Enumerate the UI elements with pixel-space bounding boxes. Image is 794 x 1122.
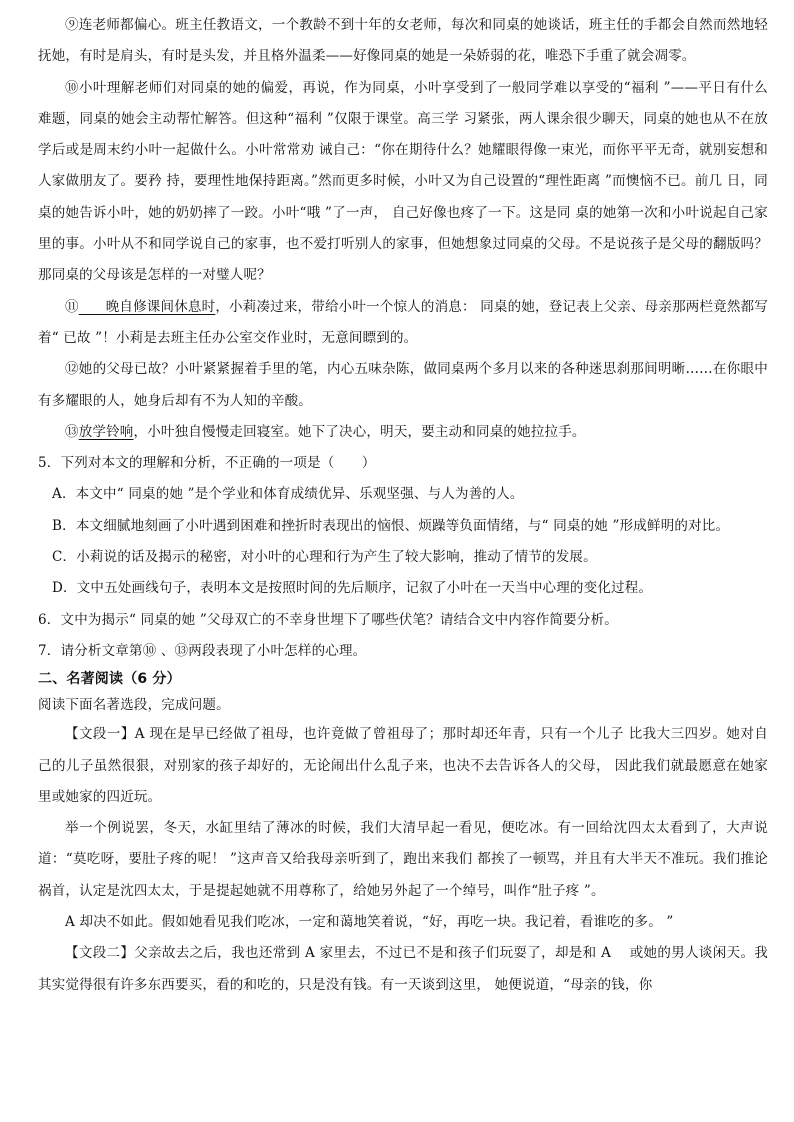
section-2-title: 二、名著阅读（6 分）: [38, 671, 181, 688]
section-2-intro: 阅读下面名著选段，完成问题。: [38, 697, 230, 714]
paragraph-9: ⑨连老师都偏心。班主任教语文，一个教龄不到十年的女老师，每次和同桌的她谈话，班主任的手都会自然而然地轻抚她，有时是肩头，有时是头发，并且格外温柔——好像同桌的她是一朵娇弱的花，唯恐下手重了就会凋零。: [38, 17, 768, 65]
paragraph-10: ⑩小叶理解老师们对同桌的她的偏爱，再说，作为同桌，小叶享受到了一般同学难以享受的“福利 ”——平日有什么难题，同桌的她会主动帮忙解答。但这种“福利 ”仅限于课堂。高三学 习紧张，两人课余很少聊天，同桌的她也从不在放学后或是周末约小叶一起做什么。小叶常常劝 诫自己：“你在期待什么？她耀眼得像一束光，而你平平无奇，就别妄想和人家做朋友了。要矜 持，要理性地保持距离。”然而更多时候，小叶又为自己设置的“理性距离 ”而懊恼不已。前几 日，同桌的她告诉小叶，她的奶奶摔了一跤。小叶“哦 ”了一声， 自己好像也疼了一下。这是同 桌的她第一次和小叶说起自己家里的事。小叶从不和同学说自己的家事，也不爱打听别人的家事，但她想象过同桌的父母。不是说孩子是父母的翻版吗？那同桌的父母该是怎样的一对璧人呢？: [38, 79, 768, 284]
paragraph-13-text: ，小叶独自慢慢走回寝室。她下了决心，明天，要主动和同桌的她拉拉手。: [133, 423, 586, 440]
paragraph-11-number: ⑪: [65, 298, 79, 315]
question-5-option-d: D．文中五处画线句子，表明本文是按照时间的先后顺序，记叙了小叶在一天当中心理的变化过程。: [52, 580, 653, 597]
question-7: 7．请分析文章第⑩ 、⑬两段表现了小叶怎样的心理。: [38, 642, 367, 659]
paragraph-13-number: ⑬: [65, 423, 79, 440]
question-5-option-b: B．本文细腻地刻画了小叶遇到困难和挫折时表现出的恼恨、烦躁等负面情绪，与“ 同桌的她 ”形成鲜明的对比。: [52, 517, 730, 534]
underlined-sentence-13: 放学铃响: [78, 423, 134, 440]
underlined-sentence-11: 晚自修课间休息时: [78, 298, 216, 315]
paragraph-11-text: ，小莉凑过来，带给小叶一个惊人的消息： 同桌的她，登记表上父亲、母亲那两栏竟然都写着“ 已故 ”！小莉是去班主任办公室交作业时，无意间瞟到的。: [38, 298, 768, 346]
paragraph-11: [38, 292, 768, 355]
excerpt-2-paragraph-1: 【文段二】父亲故去之后，我也还常到 A 家里去，不过已不是和孩子们玩耍了，却是和 A 或她的男人谈闲天。我其实觉得很有许多东西要买，看的和吃的，只是没有钱。有一天谈到这里， 她便说道，“母亲的钱，你: [38, 945, 768, 993]
question-6: 6．文中为揭示“ 同桌的她 ”父母双亡的不幸身世埋下了哪些伏笔？请结合文中内容作简要分析。: [38, 611, 618, 628]
excerpt-1-paragraph-1: 【文段一】A 现在是早已经做了祖母，也许竟做了曾祖母了；那时却还年青，只有一个儿子 比我大三四岁。她对自己的儿子虽然很狠，对别家的孩子却好的，无论闹出什么乱子来，也决不去告诉各人的父母， 因此我们就最愿意在她家里或她家的四近玩。: [38, 726, 768, 805]
question-5-option-c: C．小莉说的话及揭示的秘密，对小叶的心理和行为产生了较大影响，推动了情节的发展。: [52, 549, 597, 566]
paragraph-13: [38, 417, 768, 448]
paragraph-12: ⑫她的父母已故？小叶紧紧握着手里的笔，内心五味杂陈，做同桌两个多月以来的各种迷思刹那间明晰……在你眼中有多耀眼的人，她身后却有不为人知的辛酸。: [38, 361, 768, 409]
question-5: 5．下列对本文的理解和分析，不正确的一项是（ ）: [38, 455, 376, 472]
page-content: [38, 10, 768, 1001]
excerpt-1-paragraph-2: 举一个例说罢，冬天，水缸里结了薄冰的时候，我们大清早起一看见，便吃冰。有一回给沈四太太看到了，大声说道：“莫吃呀，要肚子疼的呢！ ”这声音又给我母亲听到了，跑出来我们 都挨了一顿骂，并且有大半天不准玩。我们推论祸首，认定是沈四太太，于是提起她就不用尊称了，给她另外起了一个绰号，叫作“肚子疼 ”。: [38, 820, 768, 899]
excerpt-1-paragraph-3: A 却决不如此。假如她看见我们吃冰，一定和蔼地笑着说，“好，再吃一块。我记着，看谁吃的多。 ”: [65, 914, 674, 931]
question-5-option-a: A．本文中“ 同桌的她 ”是个学业和体育成绩优异、乐观坚强、与人为善的人。: [52, 486, 524, 503]
